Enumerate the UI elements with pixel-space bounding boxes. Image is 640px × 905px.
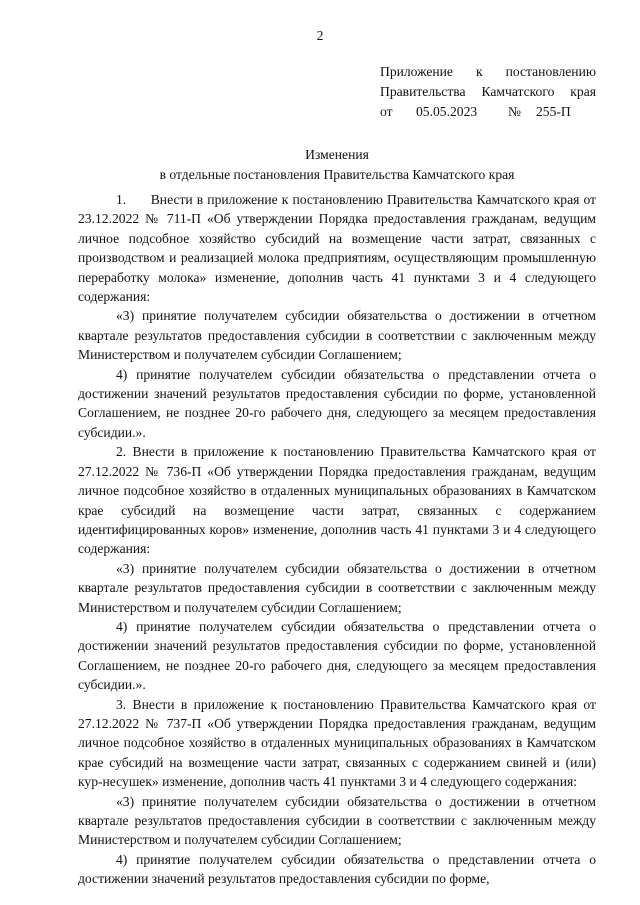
heading-title: Изменения: [305, 147, 369, 162]
appendix-date: 05.05.2023: [416, 104, 478, 119]
paragraph-6: 4) принятие получателем субсидии обязательства о представлении отчета о достижении значений результатов предоставления субсидии по форме, установленной Соглашением, не позднее 20-го рабочего дня, следующего за месяцем предоставления субсидии.».: [78, 618, 596, 693]
paragraph-5: «3) принятие получателем субсидии обязательства о достижении в отчетном квартале результатов предоставления субсидии в соответствии с заключенным между Министерством и получателем субсидии Соглашением;: [78, 560, 596, 615]
paragraph-9: 4) принятие получателем субсидии обязательства о представлении отчета о достижении значений результатов предоставления субсидии по форме,: [78, 851, 596, 887]
paragraph-8: «3) принятие получателем субсидии обязательства о достижении в отчетном квартале результатов предоставления субсидии в соответствии с заключенным между Министерством и получателем субсидии Соглашением;: [78, 793, 596, 848]
appendix-number-sign: №: [508, 104, 521, 119]
heading-subtitle: в отдельные постановления Правительства Камчатского края: [159, 167, 515, 182]
paragraph-4: 2. Внести в приложение к постановлению Правительства Камчатского края от 27.12.2022 № 736-П «Об утверждении Порядка предоставления гражданам, ведущим личное подсобное хозяйство в отдаленных муниципальных образованиях в Камчатском крае субсидий на возмещение части затрат, связанных с содержанием идентифицированных коров» изменение, дополнив часть 41 пунктами 3 и 4 следующего содержания:: [78, 444, 596, 557]
appendix-line-1: Приложение к постановлению: [380, 64, 596, 79]
paragraph-7: 3. Внести в приложение к постановлению Правительства Камчатского края от 27.12.2022 № 737-П «Об утверждении Порядка предоставления гражданам, ведущим личное подсобное хозяйство в отдаленных муниципальных образованиях в Камчатском крае субсидий на возмещение части затрат, связанных с содержанием свиней и (или) кур-несушек» изменение, дополнив часть 41 пунктами 3 и 4 следующего содержания:: [78, 696, 596, 790]
paragraph-1: 1. Внести в приложение к постановлению Правительства Камчатского края от 23.12.2022 № 711-П «Об утверждении Порядка предоставления гражданам, ведущим личное подсобное хозяйство субсидий на возмещение части затрат, связанных с производством и реализацией молока предприятиям, осуществляющим промышленную переработку молока» изменение, дополнив часть 41 пунктами 3 и 4 следующего содержания:: [78, 192, 600, 305]
appendix-number: 255-П: [536, 104, 571, 119]
paragraph-2: «3) принятие получателем субсидии обязательства о достижении в отчетном квартале результатов предоставления субсидии в соответствии с заключенным между Министерством и получателем субсидии Соглашением;: [78, 308, 596, 363]
paragraph-3: 4) принятие получателем субсидии обязательства о представлении отчета о достижении значений результатов предоставления субсидии по форме, установленной Соглашением, не позднее 20-го рабочего дня, следующего за месяцем предоставления субсидии.».: [78, 366, 596, 440]
document-body: [78, 190, 600, 889]
document-heading: [78, 145, 596, 185]
appendix-from-label: от: [380, 104, 393, 119]
appendix-line-2: Правительства Камчатского края: [380, 84, 596, 99]
page-number: 2: [316, 28, 324, 43]
appendix-date-line: [380, 102, 596, 122]
appendix-block: [380, 62, 596, 122]
